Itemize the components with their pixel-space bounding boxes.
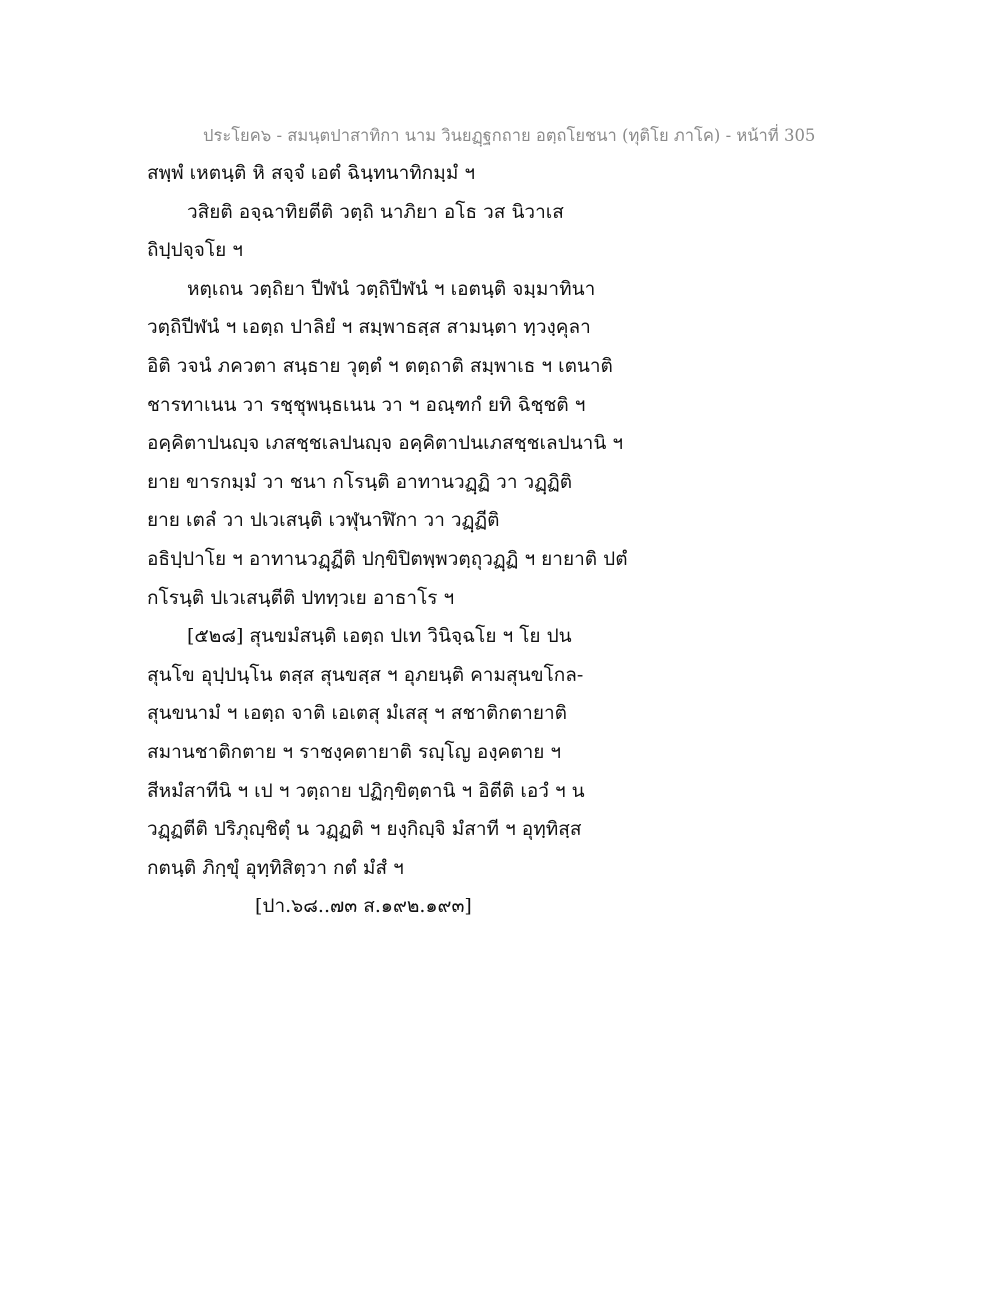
body-text (147, 158, 867, 930)
page-header: ประโยค๖ - สมนฺตปาสาทิกา นาม วินยฏฺฐกถาย อตฺถโยชนา (ทุติโย ภาโค) - หน้าที่ 305 (203, 126, 816, 145)
text-line: ยาย ขารกมฺมํ วา ชนา กโรนฺติ อาทานวฏฺฏิ วา วฏฺฏิติ (147, 470, 573, 493)
text-line: หตฺเถน วตฺถิยา ปีฬนํ วตฺถิปีฬนํ ฯ เอตนฺติ จมฺมาทินา (187, 277, 596, 300)
text-line: ชารทาเนน วา รชฺชุพนฺธเนน วา ฯ อณฺฑกํ ยทิ ฉิชฺชติ ฯ (147, 393, 586, 416)
text-line: กโรนฺติ ปเวเสนฺตีติ ปททฺวเย อาธาโร ฯ (147, 586, 455, 609)
text-line: ยาย เตลํ วา ปเวเสนฺติ เวฬุนาฬิกา วา วฏฺฏีติ (147, 509, 500, 532)
text-line: อธิปฺปาโย ฯ อาทานวฏฺฏีติ ปกฺขิปิตพฺพวตฺถุวฏฺฏิ ฯ ยายาติ ปตํ (147, 547, 628, 570)
text-line: วฏฺฏตีติ ปริภุญฺชิตุํ น วฏฺฏติ ฯ ยงฺกิญฺจิ มํสาที ฯ อุทฺทิสฺส (147, 818, 582, 841)
text-line: ถิปฺปจฺจโย ฯ (147, 239, 243, 262)
text-line: สมานชาติกตาย ฯ ราชงฺคตายาติ รญฺโญ องฺคตาย ฯ (147, 740, 562, 763)
text-line: อิติ วจนํ ภควตา สนฺธาย วุตฺตํ ฯ ตตฺถาติ สมฺพาเธ ฯ เตนาติ (147, 354, 613, 377)
text-line: วตฺถิปีฬนํ ฯ เอตฺถ ปาลิยํ ฯ สมฺพาธสฺส สามนฺตา ทฺวงฺคุลา (147, 316, 591, 339)
text-line: สพฺพํ เหตนฺติ หิ สจฺจํ เอตํ ฉินฺทนาทิกมฺมํ ฯ (147, 162, 476, 184)
text-line: [๕๒๘] สุนขมํสนฺติ เอตฺถ ปเท วินิจฺฉโย ฯ โย ปน (187, 625, 572, 648)
text-line: อคฺคิตาปนญฺจ เภสชฺชเลปนญฺจ อคฺคิตาปนเภสชฺชเลปนานิ ฯ (147, 432, 624, 455)
text-line: สีหมํสาทีนิ ฯ เป ฯ วตฺถาย ปฏิกฺขิตฺตานิ ฯ อิตีติ เอวํ ฯ น (147, 779, 585, 802)
page-reference: [ปา.๖๘..๗๓ ส.๑๙๒.๑๙๓] (255, 895, 472, 918)
text-line: สุนโข อุปฺปนฺโน ตสฺส สุนขสฺส ฯ อุภยนฺติ คามสุนขโกล- (147, 663, 584, 686)
text-line: วสิยติ อจฺฉาทิยตีติ วตฺถิ นาภิยา อโธ วส นิวาเส (187, 200, 564, 223)
text-line: สุนขนามํ ฯ เอตฺถ จาติ เอเตสุ มํเสสุ ฯ สชาติกตายาติ (147, 702, 567, 725)
text-line: กตนฺติ ภิกฺขุํ อุทฺทิสิตฺวา กตํ มํสํ ฯ (147, 856, 404, 879)
